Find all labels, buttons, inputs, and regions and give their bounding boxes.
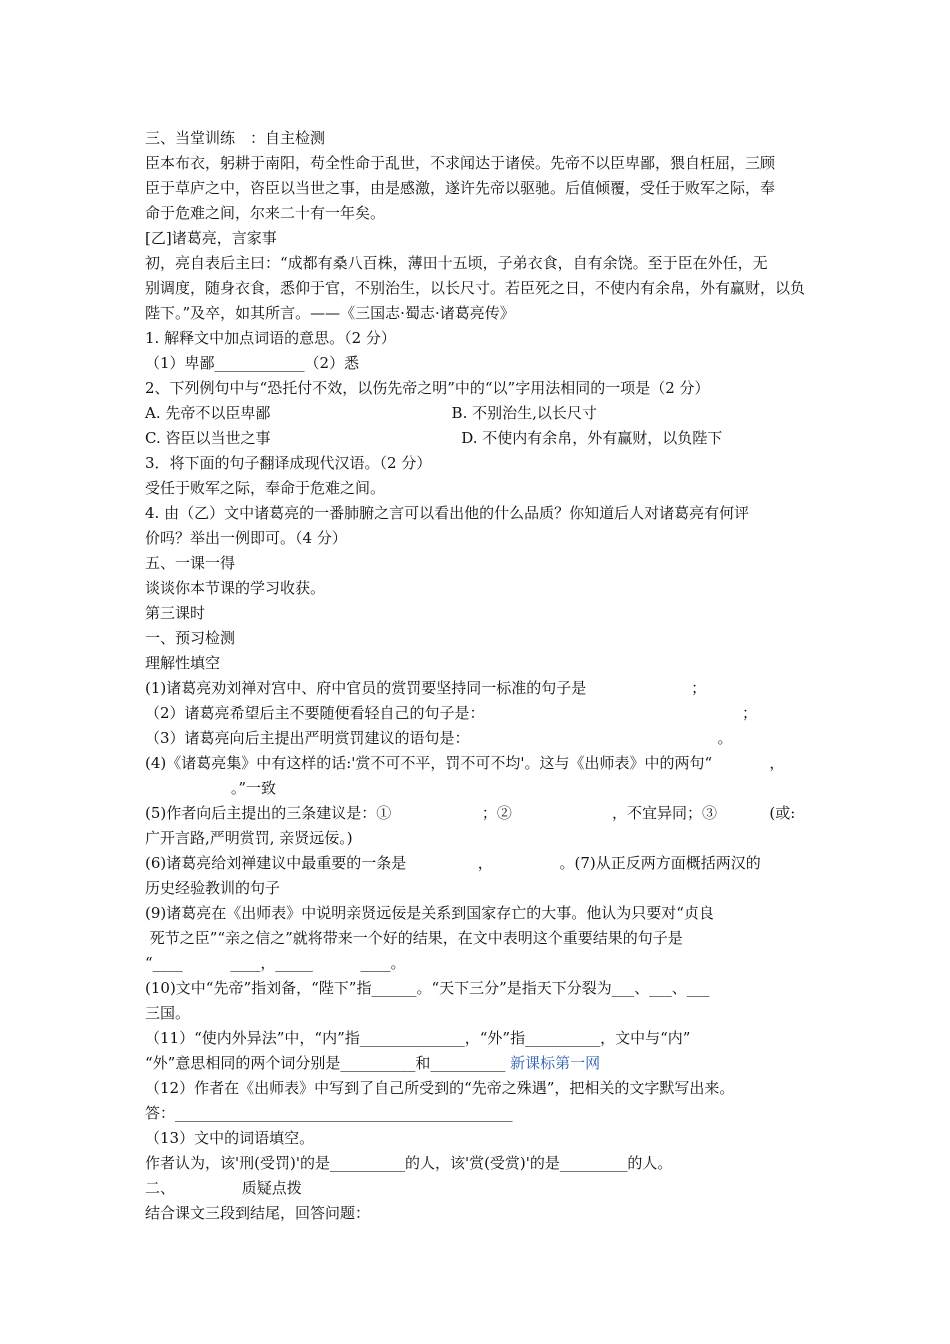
question-line: （1）卑鄙____________（2）悉 [145,354,360,372]
text-line: 臣于草庐之中，咨臣以当世之事，由是感激，遂许先帝以驱驰。后值倾覆，受任于败军之际，奉 [145,179,776,197]
option-line: C. 咨臣以当世之事 D. 不使内有余帛，外有赢财，以负陛下 [145,429,723,447]
question-line: 2、下列例句中与“恐托付不效，以伤先帝之明”中的“以”字用法相同的一项是（2 分） [145,379,710,397]
question-line: 。”一致 [145,779,276,797]
question-line: （11）“使内外异法”中，“内”指______________，“外”指__________，文中与“内” [145,1029,691,1047]
question-line: (6)诸葛亮给刘禅建议中最重要的一条是 ， 。(7)从正反两方面概括两汉的 [145,854,761,872]
question-line: （2）诸葛亮希望后主不要随便看轻自己的句子是： ； [145,704,758,722]
question-line [145,1053,600,1073]
text-line: 谈谈你本节课的学习收获。 [145,579,326,597]
site-link[interactable]: 新课标第一网 [510,1054,601,1072]
text-line: 理解性填空 [145,654,221,672]
text-line: 臣本布衣，躬耕于南阳，苟全性命于乱世，不求闻达于诸侯。先帝不以臣卑鄙，猥自枉屈，三顾 [145,154,776,172]
answer-line: 答：_____________________________________________ [145,1104,513,1122]
question-line: (5)作者向后主提出的三条建议是：① ；② ，不宜异同；③ (或: [145,804,796,822]
question-line: (9)诸葛亮在《出师表》中说明亲贤远佞是关系到国家存亡的大事。他认为只要对“贞良 [145,904,714,922]
question-line: (10)文中“先帝”指刘备，“陛下”指______。“天下三分”是指天下分裂为___、___、___ [145,979,710,997]
text-line: 别调度，随身衣食，悉仰于官，不别治生，以长尺寸。若臣死之日，不使内有余帛，外有赢财，以负 [145,279,806,297]
section-heading: 第三课时 [145,604,206,622]
text-line: 初，亮自表后主曰：“成都有桑八百株，薄田十五顷，子弟衣食，自有余饶。至于臣在外任，无 [145,254,768,272]
question-line: 作者认为，该'刑(受罚)'的是__________的人，该'赏(受赏)'的是_________的人。 [145,1154,673,1172]
section-heading: 五、一课一得 [145,554,236,572]
question-line: 死节之臣”“亲之信之”就将带来一个好的结果，在文中表明这个重要结果的句子是 [145,929,683,947]
option-line: A. 先帝不以臣卑鄙 B. 不别治生,以长尺寸 [145,404,597,422]
question-line: 4. 由（乙）文中诸葛亮的一番肺腑之言可以看出他的什么品质？你知道后人对诸葛亮有何评 [145,504,750,522]
question-line: （12）作者在《出师表》中写到了自己所受到的“先帝之殊遇”，把相关的文字默写出来。 [145,1079,735,1097]
text-line: 历史经验教训的句子 [145,879,281,897]
section-heading: 二、 质疑点拨 [145,1179,302,1197]
text-line: [乙]诸葛亮，言家事 [145,229,277,247]
question-text: “外”意思相同的两个词分别是__________和__________ [145,1054,511,1072]
text-line: 结合课文三段到结尾，回答问题： [145,1204,371,1222]
question-line: (4)《诸葛亮集》中有这样的话:'赏不可不平，罚不可不均'。这与《出师表》中的两句“ ， [145,754,785,772]
question-line: 3．将下面的句子翻译成现代汉语。（2 分） [145,454,432,472]
section-heading: 一、预习检测 [145,629,236,647]
question-line: 1. 解释文中加点词语的意思。（2 分） [145,329,396,347]
question-line: （3）诸葛亮向后主提出严明赏罚建议的语句是： 。 [145,729,733,747]
text-line: 广开言路,严明赏罚, 亲贤远佞。) [145,829,353,847]
text-line: 陛下。”及卒，如其所言。——《三国志·蜀志·诸葛亮传》 [145,304,515,322]
text-line: 受任于败军之际，奉命于危难之间。 [145,479,386,497]
text-line: 命于危难之间，尔来二十有一年矣。 [145,204,386,222]
question-line: 价吗？举出一例即可。（4 分） [145,529,347,547]
question-line: (1)诸葛亮劝刘禅对宫中、府中官员的赏罚要坚持同一标准的句子是 ； [145,679,707,697]
question-line: （13）文中的词语填空。 [145,1129,315,1147]
text-line: 三国。 [145,1004,191,1022]
question-line: “____ ____，_____ ____。 [145,954,406,972]
section-heading: 三、当堂训练 ：自主检测 [145,129,326,147]
